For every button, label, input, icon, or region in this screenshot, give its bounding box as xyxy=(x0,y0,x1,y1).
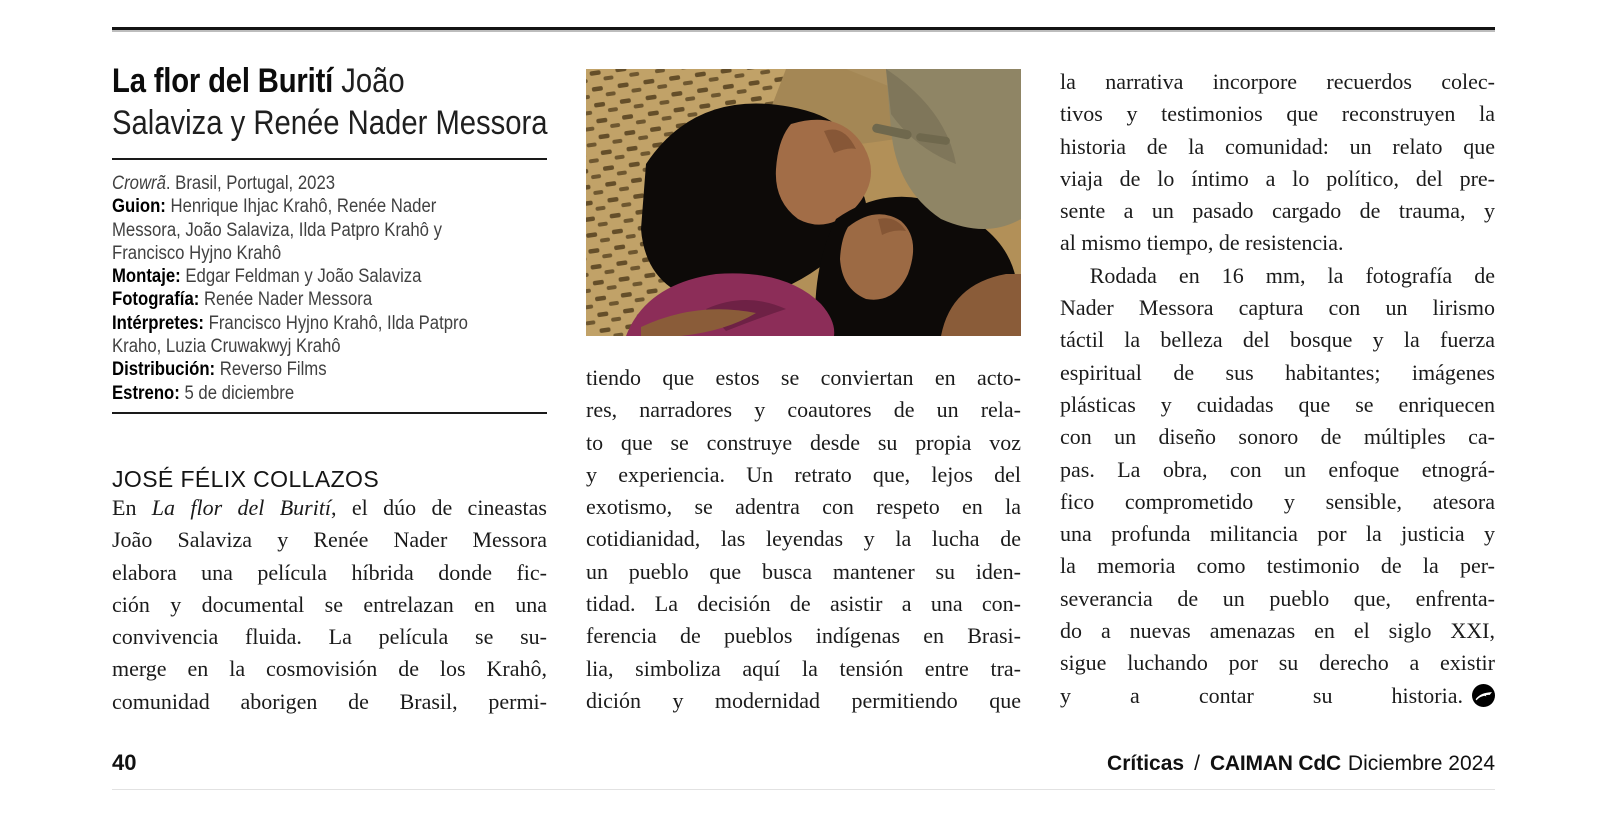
text-line: Estreno: 5 de diciembre xyxy=(112,382,295,404)
text-line: cotidianidad, las leyendas y la lucha de xyxy=(586,526,1021,552)
text-line: ferencia de pueblos indígenas en Brasi- xyxy=(586,623,1021,649)
text-line: lia, simboliza aquí la tensión entre tra- xyxy=(586,655,1021,681)
text-line: Kraho, Luzia Cruwakwyj Krahô xyxy=(112,336,341,358)
text-line: la narrativa incorpore recuerdos colec- xyxy=(1060,69,1495,94)
bottom-rule xyxy=(112,789,1495,790)
text-line: Crowrã. Brasil, Portugal, 2023 xyxy=(112,173,336,194)
text-line: pas. La obra, con un enfoque etnográ- xyxy=(1060,456,1495,482)
text-line: En La flor del Burití, el dúo de cineastas xyxy=(112,495,547,520)
text-line: al mismo tiempo, de resistencia. xyxy=(1060,230,1344,256)
text-line: res, narradores y coautores de un rela- xyxy=(586,397,1021,423)
closing-line xyxy=(1060,680,1495,712)
text-line: Fotografía: Renée Nader Messora xyxy=(112,289,373,311)
review-column-3 xyxy=(1060,66,1495,712)
text-line: y experiencia. Un retrato que, lejos del xyxy=(586,461,1021,487)
directors-part-2: Salaviza y Renée Nader Messora xyxy=(112,104,548,142)
text-line: fico comprometido y sensible, atesora xyxy=(1060,488,1495,514)
credits-underline-rule xyxy=(112,412,547,414)
text-line: dición y modernidad permitiendo que xyxy=(586,687,1021,713)
text-line: Messora, João Salaviza, Ilda Patpro Krahô y xyxy=(112,219,442,241)
text-line: tiendo que estos se conviertan en acto- xyxy=(586,365,1021,390)
text-line: Guion: Henrique Ihjac Krahô, Renée Nader xyxy=(112,196,437,218)
text-line: espiritual de sus habitantes; imágenes xyxy=(1060,359,1495,385)
text-line: Intérpretes: Francisco Hyjno Krahô, Ilda Patpro xyxy=(112,312,468,334)
footer-issue-date: Diciembre 2024 xyxy=(1347,752,1495,775)
text-line: Rodada en 16 mm, la fotografía de xyxy=(1089,262,1495,288)
directors-part-1: João xyxy=(341,62,405,100)
film-credits xyxy=(112,172,547,405)
footer-brand: CAIMAN CdC xyxy=(1209,752,1341,775)
text-line: merge en la cosmovisión de los Krahô, xyxy=(112,656,547,682)
text-line: táctil la belleza del bosque y la fuerza xyxy=(1060,327,1495,353)
footer-separator: / xyxy=(1194,752,1200,775)
text-line: con un diseño sonoro de múltiples ca- xyxy=(1060,424,1495,450)
text-line: Distribución: Reverso Films xyxy=(112,359,327,381)
text-line: Nader Messora captura con un lirismo xyxy=(1060,295,1495,321)
footer xyxy=(112,752,1495,776)
text-line: historia de la comunidad: un relato que xyxy=(1060,133,1495,159)
article-title-block xyxy=(112,60,547,144)
text-line: viaja de lo íntimo a lo político, del pre- xyxy=(1060,165,1495,191)
text-line: Montaje: Edgar Feldman y João Salaviza xyxy=(112,266,422,288)
top-rule xyxy=(112,27,1495,32)
text-line: convivencia fluida. La película se su- xyxy=(112,624,547,650)
review-column-1 xyxy=(112,492,547,718)
film-still-illustration xyxy=(586,69,1021,336)
text-line: Francisco Hyjno Krahô xyxy=(112,242,282,264)
text-line: exotismo, se adentra con respeto en la xyxy=(586,494,1021,520)
title-underline-rule xyxy=(112,158,547,160)
film-title: La flor del Burití xyxy=(112,62,334,100)
text-line: sigue luchando por su derecho a existir xyxy=(1060,650,1495,676)
text-line: do a nuevas amenazas en el siglo XXI, xyxy=(1060,618,1495,644)
caiman-end-mark-icon xyxy=(1472,684,1495,707)
title-line-2 xyxy=(112,102,547,144)
footer-section-label: Críticas xyxy=(1107,752,1185,775)
closing-text: y a contar su historia. xyxy=(1060,682,1463,708)
film-still-photo xyxy=(586,69,1021,336)
paragraph-1 xyxy=(1060,66,1495,260)
text-line: una profunda militancia por la justicia y xyxy=(1060,521,1495,547)
text-line: plásticas y cuidadas que se enriquecen xyxy=(1060,391,1495,417)
text-line: elabora una película híbrida donde fic- xyxy=(112,559,547,585)
text-line: severancia de un pueblo que, enfrenta- xyxy=(1060,585,1495,611)
text-line: tidad. La decisión de asistir a una con- xyxy=(586,591,1021,617)
text-line: João Salaviza y Renée Nader Messora xyxy=(112,527,547,553)
text-line: comunidad aborigen de Brasil, permi- xyxy=(112,688,547,714)
text-line: la memoria como testimonio de la per- xyxy=(1060,553,1495,579)
text-line: to que se construye desde su propia voz xyxy=(586,429,1021,455)
text-line: tivos y testimonios que reconstruyen la xyxy=(1060,101,1495,127)
review-column-2 xyxy=(586,362,1021,717)
page-number: 40 xyxy=(112,750,137,775)
title-line-1 xyxy=(112,60,547,102)
review-author: JOSÉ FÉLIX COLLAZOS xyxy=(112,466,380,492)
text-line: sente a un pasado cargado de trauma, y xyxy=(1060,198,1495,224)
paragraph-2 xyxy=(1060,260,1495,680)
text-line: un pueblo que busca mantener su iden- xyxy=(586,558,1021,584)
text-line: ción y documental se entrelazan en una xyxy=(112,591,547,617)
